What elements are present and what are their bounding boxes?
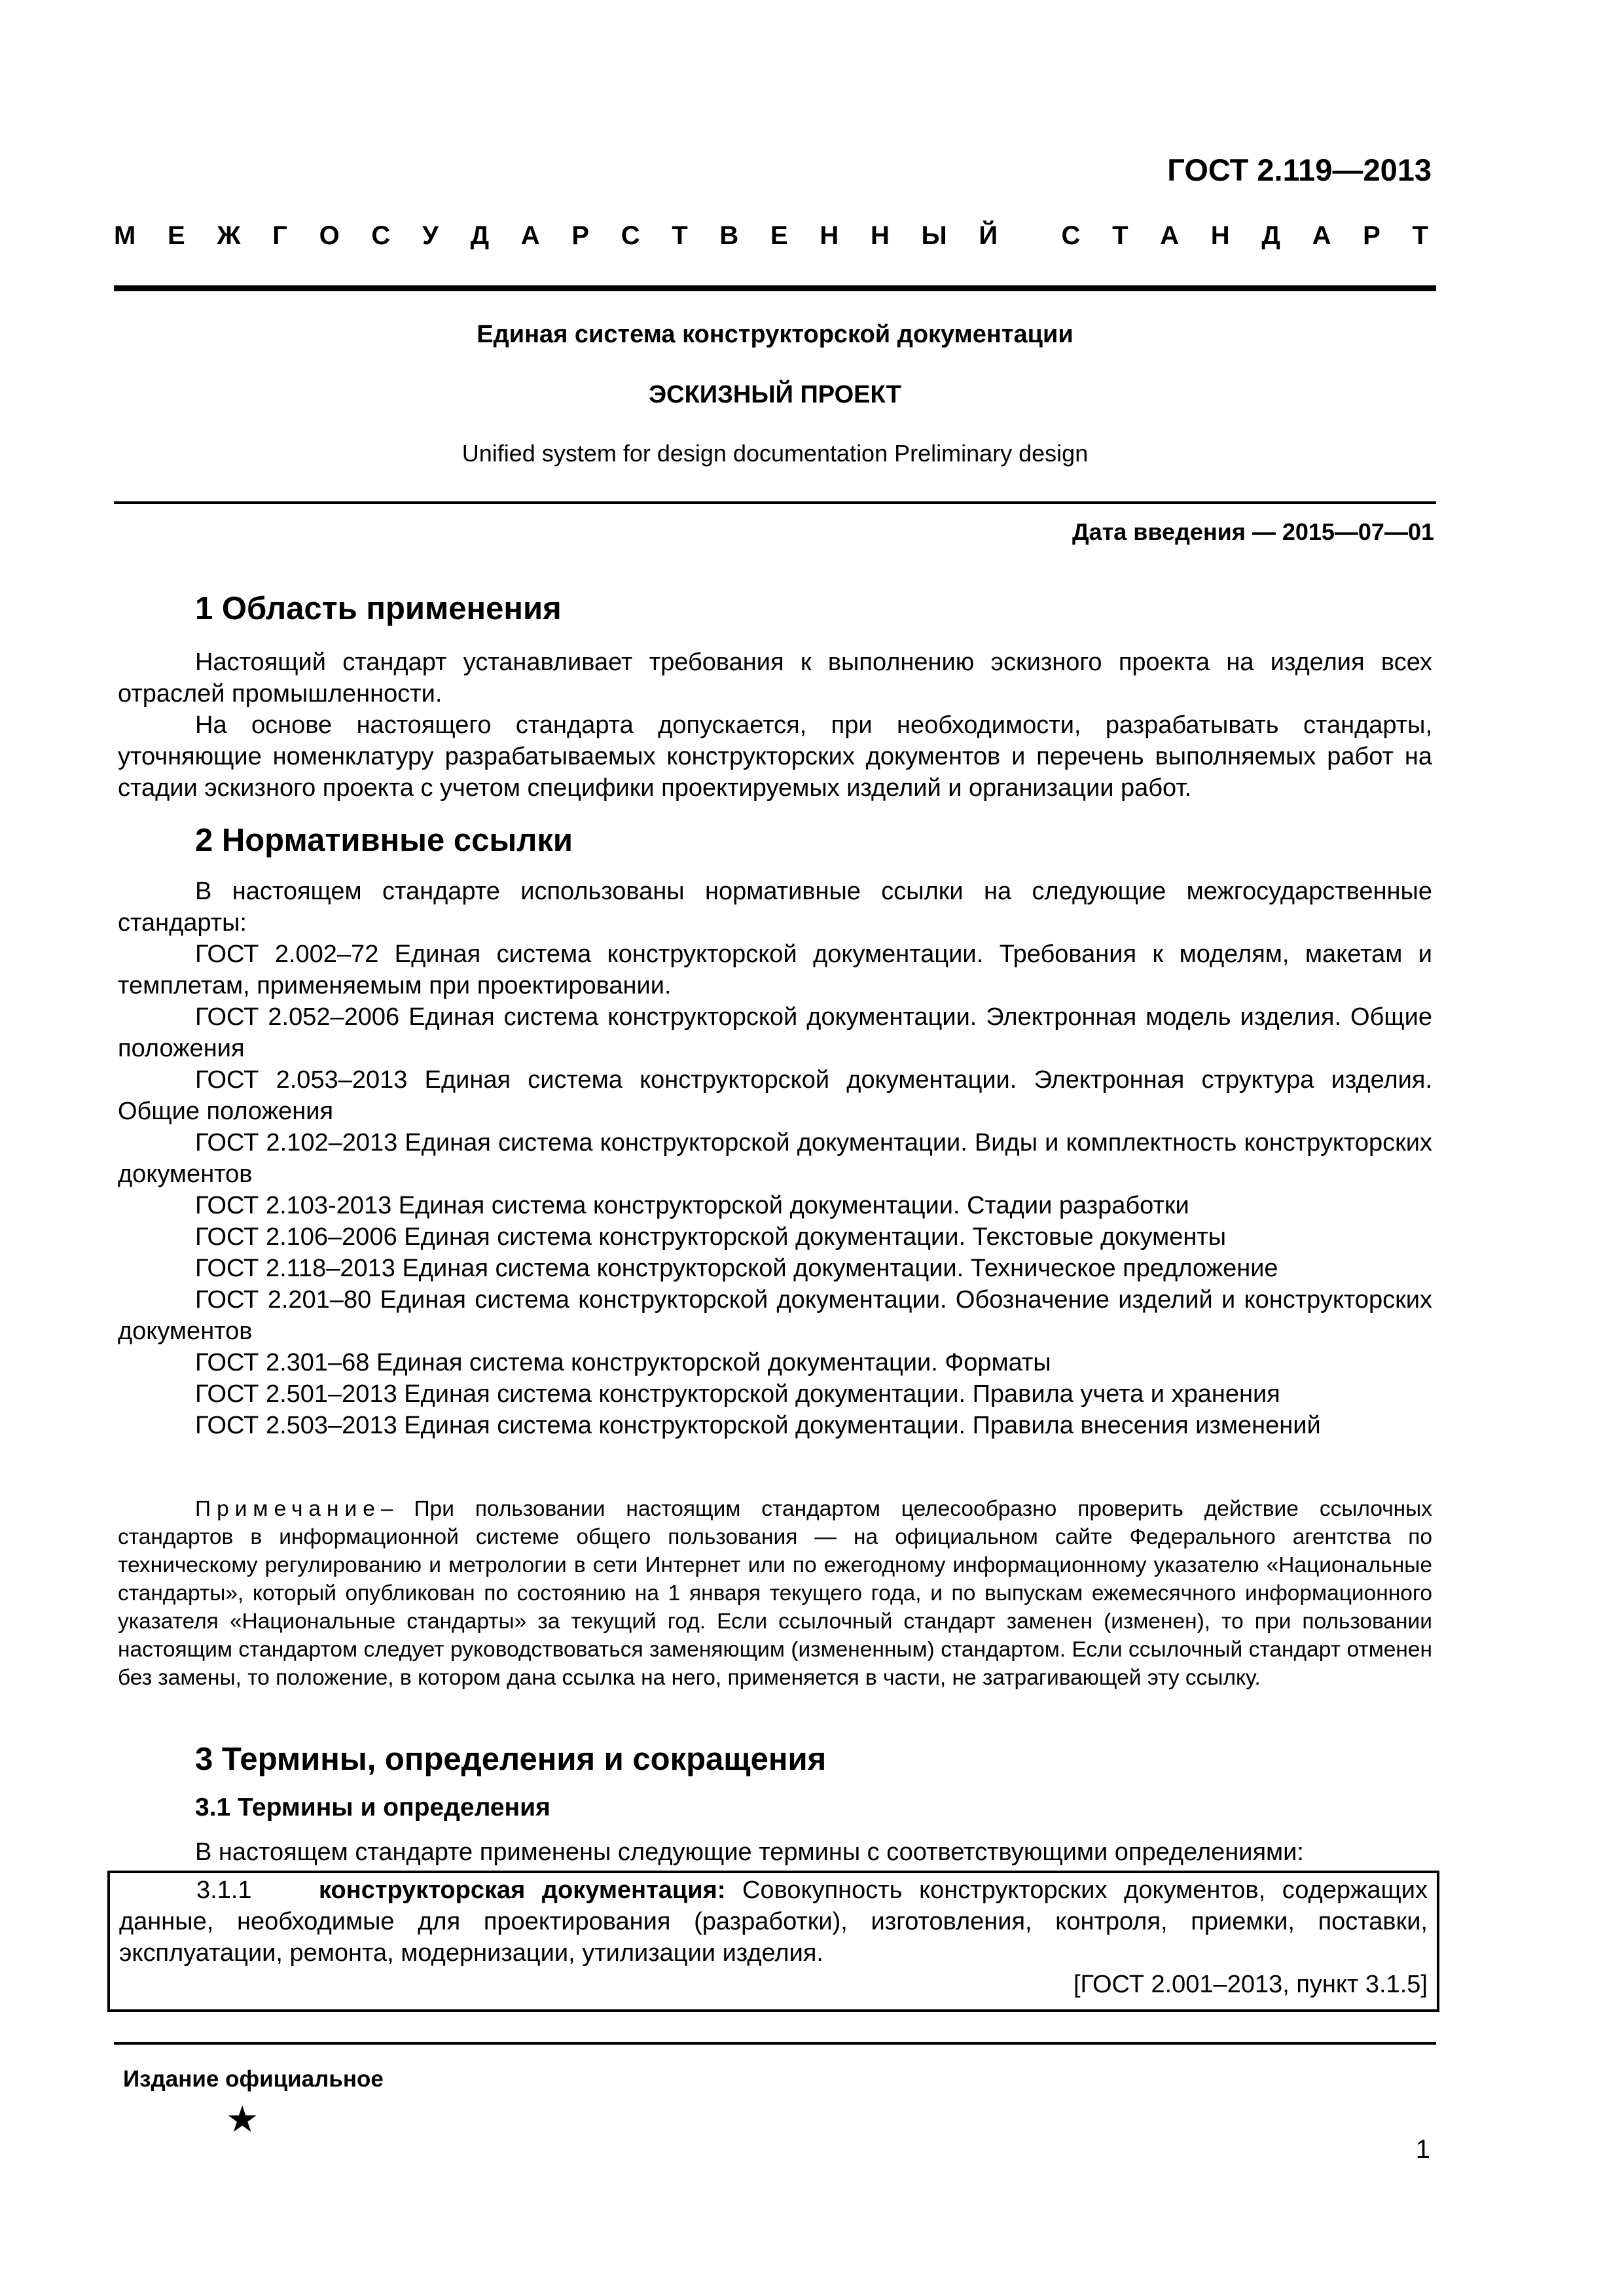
term-number: 3.1.1 — [196, 1876, 252, 1904]
section-1-heading: 1 Область применения — [195, 591, 562, 626]
paragraph: В настоящем стандарте применены следующие термины с соответствующими определениями: — [195, 1839, 1304, 1866]
reference-item: ГОСТ 2.052–2006 Единая система конструкторской документации. Электронная модель изделия. Общие положения — [118, 1003, 1432, 1062]
interstate-letter: У — [422, 221, 439, 250]
official-edition-label: Издание официальное — [123, 2066, 384, 2092]
system-title: Единая система конструкторской документации — [477, 321, 1074, 348]
interstate-standard-label — [114, 221, 1428, 251]
section-3-intro — [118, 1837, 1432, 1868]
reference-item: ГОСТ 2.102–2013 Единая система конструкторской документации. Виды и комплектность конструкторских документов — [118, 1129, 1432, 1188]
interstate-letter: Ж — [217, 221, 241, 250]
term-name: конструкторская документация: — [319, 1876, 726, 1904]
reference-item: ГОСТ 2.301–68 Единая система конструкторской документации. Форматы — [195, 1349, 1051, 1376]
interstate-letter: А — [1312, 221, 1331, 250]
interstate-letter: С — [371, 221, 391, 250]
term-definition: Совокупность конструкторских документов, содержащих данные, необходимые для проектирования (разработки), изготовления, контроля, приемки, поставки, эксплуатации, ремонта, модернизации, утилизации изделия. — [119, 1876, 1428, 1967]
note-paragraph — [118, 1495, 1432, 1692]
interstate-letter: М — [114, 221, 136, 250]
interstate-letter: С — [621, 221, 640, 250]
interstate-letter: Р — [571, 221, 590, 250]
interstate-letter: Г — [272, 221, 287, 250]
reference-item: ГОСТ 2.106–2006 Единая система конструкторской документации. Текстовые документы — [195, 1223, 1227, 1251]
term-definition-box — [107, 1871, 1439, 2012]
section-3-heading: 3 Термины, определения и сокращения — [195, 1742, 827, 1777]
title-divider — [114, 501, 1436, 504]
interstate-letter: Д — [1261, 221, 1280, 250]
interstate-letter: С — [1061, 221, 1081, 250]
interstate-letter: Ы — [921, 221, 947, 250]
note-block — [118, 1495, 1432, 1692]
reference-item: ГОСТ 2.503–2013 Единая система конструкторской документации. Правила внесения изменений — [195, 1412, 1321, 1439]
interstate-letter: Т — [1412, 221, 1428, 250]
doc-number: ГОСТ 2.119—2013 — [1167, 152, 1432, 187]
term-reference: [ГОСТ 2.001–2013, пункт 3.1.5] — [1073, 1971, 1428, 1998]
section-2-body — [118, 876, 1432, 1441]
note-label: Примечание — [195, 1497, 381, 1521]
footer-divider — [114, 2042, 1436, 2045]
interstate-letter: В — [719, 221, 739, 250]
reference-item: ГОСТ 2.053–2013 Единая система конструкторской документации. Электронная структура изделия. Общие положения — [118, 1066, 1432, 1125]
interstate-letter: Н — [1210, 221, 1230, 250]
interstate-letter: Н — [870, 221, 890, 250]
interstate-letter: Е — [168, 221, 185, 250]
interstate-letter: Р — [1363, 221, 1380, 250]
subsection-3-1-heading: 3.1 Термины и определения — [195, 1793, 550, 1821]
paragraph: В настоящем стандарте использованы нормативные ссылки на следующие межгосударственные стандарты: — [118, 878, 1432, 937]
interstate-letter: О — [319, 221, 340, 250]
reference-item: ГОСТ 2.201–80 Единая система конструкторской документации. Обозначение изделий и конструкторских документов — [118, 1286, 1432, 1345]
paragraph: На основе настоящего стандарта допускается, при необходимости, разрабатывать стандарты, уточняющие номенклатуру разрабатываемых конструкторских документов и перечень выполняемых работ на стадии эскизного проекта с учетом специфики проектируемых изделий и организации работ. — [118, 711, 1432, 802]
reference-item: ГОСТ 2.103-2013 Единая система конструкторской документации. Стадии разработки — [195, 1192, 1189, 1219]
section-1-body — [118, 647, 1432, 804]
reference-item: ГОСТ 2.002–72 Единая система конструкторской документации. Требования к моделям, макетам и темплетам, применяемым при проектировании. — [118, 941, 1432, 999]
interstate-letter: Д — [470, 221, 490, 250]
section-2-heading: 2 Нормативные ссылки — [195, 823, 573, 858]
document-title: ЭСКИЗНЫЙ ПРОЕКТ — [649, 381, 901, 408]
introduction-date: Дата введения — 2015—07—01 — [1072, 518, 1434, 545]
reference-item: ГОСТ 2.501–2013 Единая система конструкторской документации. Правила учета и хранения — [195, 1380, 1280, 1408]
interstate-letter: Т — [1112, 221, 1128, 250]
interstate-letter: А — [1160, 221, 1180, 250]
star-icon: ★ — [226, 2098, 259, 2140]
term-entry — [119, 1874, 1428, 1969]
interstate-letter: Т — [672, 221, 688, 250]
interstate-letter: Н — [820, 221, 839, 250]
header-divider — [114, 285, 1436, 291]
interstate-letter: Й — [979, 221, 998, 250]
paragraph: Настоящий стандарт устанавливает требования к выполнению эскизного проекта на изделия всех отраслей промышленности. — [118, 649, 1432, 708]
reference-item: ГОСТ 2.118–2013 Единая система конструкторской документации. Техническое предложение — [195, 1255, 1278, 1282]
document-title-english: Unified system for design documentation Preliminary design — [461, 440, 1089, 467]
note-text: – При пользовании настоящим стандартом целесообразно проверить действие ссылочных стандартов в информационной системе общего пользования — на официальном сайте Федерального агентства по техническому регулированию и метрологии в сети Интернет или по ежегодному информационному указателю «Национальные стандарты», который опубликован по состоянию на 1 января текущего года, и по выпускам ежемесячного информационного указателя «Национальные стандарты» за текущий год. Если ссылочный стандарт заменен (изменен), то при пользовании настоящим стандартом следует руководствоваться заменяющим (измененным) стандартом. Если ссылочный стандарт отменен без замены, то положение, в котором дана ссылка на него, применяется в части, не затрагивающей эту ссылку. — [118, 1497, 1432, 1690]
page-number: 1 — [1415, 2135, 1430, 2164]
interstate-letter: А — [520, 221, 540, 250]
interstate-letter: Е — [770, 221, 788, 250]
